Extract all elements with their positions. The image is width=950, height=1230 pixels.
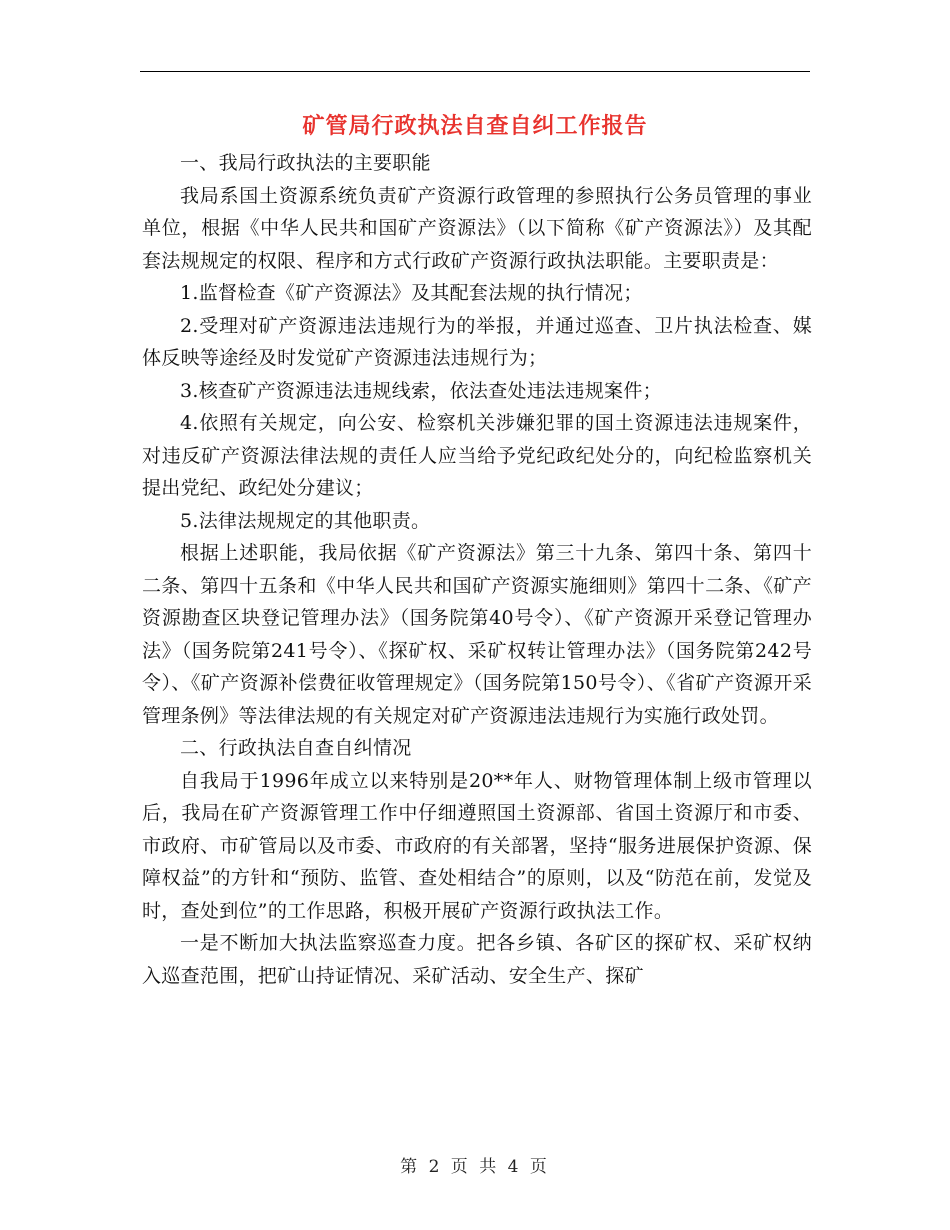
section-heading-1: 一、我局行政执法的主要职能: [180, 152, 431, 174]
duty-item-4: 4.依照有关规定，向公安、检察机关涉嫌犯罪的国土资源违法违规案件，对违反矿产资源法律法规的责任人应当给予党纪政纪处分的，向纪检监察机关提出党纪、政纪处分建议；: [142, 412, 812, 499]
document-body: [142, 147, 812, 992]
page-number: 第 2 页 共 4 页: [400, 1157, 550, 1177]
body-paragraph: 自我局于1996年成立以来特别是20**年人、财物管理体制上级市管理以后，我局在矿产资源管理工作中仔细遵照国土资源部、省国土资源厅和市委、市政府、市矿管局以及市委、市政府的有关部署，坚持“服务进展保护资源、保障权益”的方针和“预防、监管、查处相结合”的原则，以及“防范在前，发觉及时，查处到位”的工作思路，积极开展矿产资源行政执法工作。: [142, 769, 812, 922]
body-paragraph: 根据上述职能，我局依据《矿产资源法》第三十九条、第四十条、第四十二条、第四十五条和《中华人民共和国矿产资源实施细则》第四十二条、《矿产资源勘查区块登记管理办法》（国务院第40号令）、《矿产资源开采登记管理办法》（国务院第241号令）、《探矿权、采矿权转让管理办法》（国务院第242号令）、《矿产资源补偿费征收管理规定》（国务院第150号令）、《省矿产资源开采管理条例》等法律法规的有关规定对矿产资源违法违规行为实施行政处罚。: [142, 542, 812, 727]
header-rule: [140, 71, 810, 72]
section-heading-2: 二、行政执法自查自纠情况: [180, 737, 412, 759]
body-paragraph: 一是不断加大执法监察巡查力度。把各乡镇、各矿区的探矿权、采矿权纳入巡查范围，把矿山持证情况、采矿活动、安全生产、探矿: [142, 932, 812, 987]
document-title: 矿管局行政执法自查自纠工作报告: [302, 113, 648, 139]
duty-item-3: 3.核查矿产资源违法违规线索，依法查处违法违规案件；: [180, 379, 662, 402]
duty-item-5: 5.法律法规规定的其他职责。: [180, 509, 431, 532]
duty-item-2: 2.受理对矿产资源违法违规行为的举报，并通过巡查、卫片执法检查、媒体反映等途经及时发觉矿产资源违法违规行为；: [142, 314, 812, 369]
duty-item-1: 1.监督检查《矿产资源法》及其配套法规的执行情况；: [180, 282, 643, 304]
body-paragraph: 我局系国土资源系统负责矿产资源行政管理的参照执行公务员管理的事业单位，根据《中华人民共和国矿产资源法》（以下简称《矿产资源法》）及其配套法规规定的权限、程序和方式行政矿产资源行政执法职能。主要职责是：: [142, 184, 812, 272]
